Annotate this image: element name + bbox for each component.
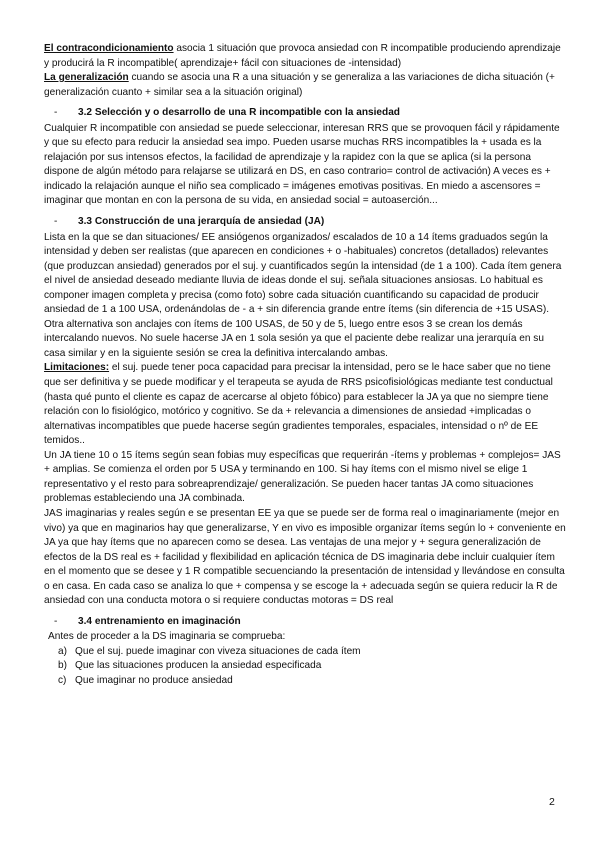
- section-heading-3-2: [44, 106, 566, 121]
- section-heading-3-3: [44, 215, 566, 230]
- paragraph-contracondicionamiento: [44, 42, 566, 71]
- term-limitaciones: Limitaciones:: [44, 362, 110, 374]
- list-marker: a): [58, 645, 67, 657]
- paragraph-ja-items: Un JA tiene 10 o 15 ítems según sean fobias muy específicas que requerirán -ítems y problemas + complejos= JAS + amplias. Se comienza el orden por 5 USA y terminando en 100. Si hay ítems con el mismo nivel se elige 1 representativo y el resto para sobreaprendizaje/ generalización. Se pueden hacer tantas JA como situaciones problemas estableciendo una JA combinada.: [44, 449, 561, 505]
- list-item: [44, 645, 566, 660]
- section-intro-3-4: Antes de proceder a la DS imaginaria se comprueba:: [48, 631, 286, 643]
- list-item-text: Que el suj. puede imaginar con viveza situaciones de cada ítem: [75, 645, 361, 657]
- document-page: [44, 42, 566, 689]
- list-item: [44, 659, 566, 674]
- list-item: [44, 674, 566, 689]
- paragraph-text: el suj. puede tener poca capacidad para precisar la intensidad, pero se le hace saber que no tiene que ser definitiva y se puede modificar y el terapeuta se ayuda de RRS psicofisiológicas mediante test conductual (hasta qué punto el cliente es capaz de acercarse al objeto fóbico) para establecer la JA ya que no siempre tiene relación con lo fisiológico, motórico y cognitivo. Se da + relevancia a dimensiones de ansiedad +implicadas o alternativas incompatibles que puede hacerse según gradientes temporales, espaciales, intensidad o nº de EE temidos..: [44, 362, 553, 447]
- page-number: 2: [549, 796, 555, 808]
- list-item-text: Que las situaciones producen la ansiedad especificada: [75, 660, 322, 672]
- section-heading-3-4: [44, 615, 566, 630]
- list-item-text: Que imaginar no produce ansiedad: [75, 674, 233, 686]
- heading-dash: -: [54, 615, 58, 627]
- heading-title: 3.3 Construcción de una jerarquía de ansiedad (JA): [78, 216, 325, 228]
- paragraph-ja-imaginarias: JAS imaginarias y reales según e se presentan EE ya que se puede ser de forma real o imaginariamente (mejor en vivo) ya que en maginarios hay que generalizarse, Y en vivo es imposible organizar ítems según lo + conveniente en JA ya que hay ítems que no aparecen como se desea. Las ventajas de una mejor y + segura generalización de efectos de la DS real es + facilidad y flexibilidad en aplicación técnica de DS imaginaria debe incluir cualquier ítem en el momento que se desee y 1 R compatible secuenciando la presentación de intensidad y llevándose en consulta o en casa. En cada caso se analiza lo que + compensa y se escoge la + adecuada según se quiera reducir la R de ansiedad con una conducta motora o si requiere conductas motoras = DS real: [44, 507, 566, 607]
- heading-title: 3.2 Selección y o desarrollo de una R incompatible con la ansiedad: [78, 107, 400, 119]
- paragraph-generalizacion: [44, 71, 566, 100]
- paragraph-limitaciones: [44, 361, 566, 448]
- list-marker: c): [58, 674, 67, 686]
- term-contracondicionamiento: El contracondicionamiento: [44, 43, 174, 54]
- heading-dash: -: [54, 216, 58, 228]
- heading-dash: -: [54, 107, 58, 119]
- paragraph-text: asocia 1 situación que provoca ansiedad con R incompatible produciendo aprendizaje y producirá la R incompatible( aprendizaje+ fácil con situaciones de -intensidad): [44, 43, 561, 69]
- list-marker: b): [58, 660, 67, 672]
- heading-title: 3.4 entrenamiento en imaginación: [78, 615, 241, 627]
- section-body-3-2: Cualquier R incompatible con ansiedad se puede seleccionar, interesan RRS que se provoquen fácil y rápidamente y que su efecto para reducir la ansiedad sea impo. Pueden usarse muchas RRS incompatibles la + usada es la relajación por sus intensos efectos, la facilidad de aprendizaje y la rapidez con la que se aplica (si la persona dispone de algún método para relajarse se utilizará en DS, en caso contrario= control de activación) A veces es + indicado la relajación aunque el niño sea complicado = imágenes emotivas positivas. En miedo a ascensores = imaginar que montan en con la persona de su vida, en ansiedad social = autoaserción...: [44, 122, 560, 207]
- section-body-3-3: Lista en la que se dan situaciones/ EE ansiógenos organizados/ escalados de 10 a 14 ítems graduados según la intensidad y deben ser realistas (que aparecen en condiciones + o -habituales) concretos (detallados) relevantes (que produzcan ansiedad) generados por el suj. y cuantificados según la intensidad (de 1 a 100). Cada ítem genera el nivel de ansiedad deseado mediante lluvia de ideas donde el suj. señala situaciones ansiosas. Lo habitual es componer imagen completa y precisa (como foto) sobre cada situación cuantificando su capacidad de producir ansiedad de 1 a 100 USA, ordenándolas de - a + sin diferencia grande entre ítems (sin diferencia de +15 USAS). Otra alternativa son anclajes con ítems de 100 USAS, de 50 y de 5, luego entre esos 3 se crean los demás intercalando nuevos. No suele hacerse JA en 1 sola sesión ya que el paciente debe realizar una jerarquía en su casa similar y en la siguiente sesión se crea la definitiva intercalando ambas.: [44, 231, 562, 359]
- term-generalizacion: La generalización: [44, 72, 129, 84]
- checklist: [44, 645, 566, 689]
- paragraph-text: cuando se asocia una R a una situación y se generaliza a las variaciones de dicha situación (+ generalización cuanto + similar sea a la situación original): [44, 72, 555, 98]
